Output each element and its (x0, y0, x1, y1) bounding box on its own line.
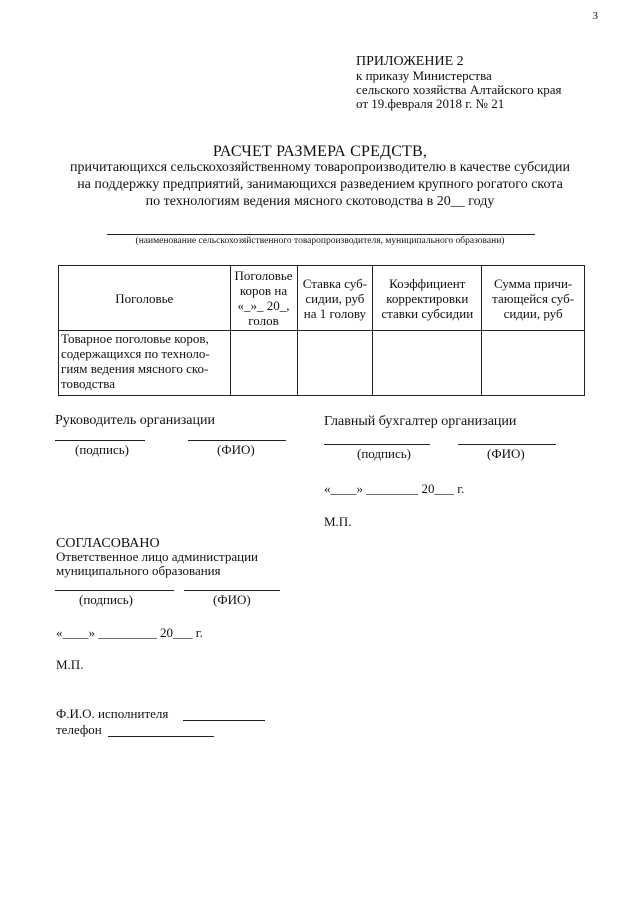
executor-name-line[interactable] (183, 720, 265, 721)
annex-line-2: сельского хозяйства Алтайского края (356, 82, 562, 97)
annex-line-3: от 19.февраля 2018 г. № 21 (356, 96, 505, 111)
approval-stamp: М.П. (56, 657, 84, 672)
header-amount (482, 266, 585, 331)
producer-caption: (наименование сельскохозяйственного товаропроизводителя, муниципального образовани) (135, 236, 505, 246)
subsidy-table (58, 265, 585, 396)
header-text: тающейся суб- (492, 290, 575, 306)
header-cow-count (230, 266, 297, 331)
header-text: Коэффициент (389, 275, 466, 291)
approval-signature-line[interactable] (55, 590, 174, 591)
annex-heading: ПРИЛОЖЕНИЕ 2 (356, 54, 464, 69)
table-row (59, 331, 585, 396)
document-subtitle (0, 159, 640, 210)
header-text: корректировки (386, 290, 469, 306)
cell-rate[interactable] (297, 331, 373, 396)
head-signature-caption: (подпись) (75, 442, 129, 457)
accountant-signature-caption: (подпись) (357, 446, 411, 461)
head-label: Руководитель организации (55, 413, 215, 428)
accountant-stamp: М.П. (324, 514, 352, 529)
header-text: на 1 голову (303, 305, 367, 321)
accountant-label: Главный бухгалтер организации (324, 414, 517, 429)
header-text: сидии, руб (503, 305, 563, 321)
row-label-cell (59, 331, 231, 396)
head-signature-line[interactable] (55, 440, 145, 441)
header-text: «_»_ 20_, (237, 298, 290, 313)
header-text: Поголовье (234, 268, 293, 283)
row-label-text: товодства (61, 376, 115, 391)
approval-heading: СОГЛАСОВАНО (56, 536, 160, 551)
subtitle-line-2: на поддержку предприятий, занимающихся разведением крупного рогатого скота (77, 177, 563, 192)
row-label-text: гиям ведения мясного ско- (61, 361, 209, 376)
accountant-fio-line[interactable] (458, 444, 556, 445)
header-livestock-text: Поголовье (115, 290, 174, 306)
table-header-row (59, 266, 585, 331)
accountant-date[interactable]: «____» ________ 20___ г. (324, 481, 465, 496)
approval-line-2: муниципального образования (56, 563, 221, 578)
row-label-text: Товарное поголовье коров, (61, 331, 209, 346)
document-title: РАСЧЕТ РАЗМЕРА СРЕДСТВ, (212, 143, 428, 160)
approval-fio-caption: (ФИО) (213, 592, 251, 607)
accountant-fio-caption: (ФИО) (487, 446, 525, 461)
approval-signature-caption: (подпись) (79, 592, 133, 607)
head-fio-line[interactable] (188, 440, 286, 441)
approval-date[interactable]: «____» _________ 20___ г. (56, 625, 203, 640)
annex-block (356, 55, 562, 111)
header-coefficient (373, 266, 482, 331)
executor-label: Ф.И.О. исполнителя (56, 706, 169, 721)
header-text: Сумма причи- (493, 275, 573, 291)
row-label-text: содержащихся по техноло- (61, 346, 210, 361)
header-text: ставки субсидии (381, 305, 474, 321)
header-livestock (59, 266, 231, 331)
subtitle-line-3: по технологиям ведения мясного скотоводства в 20__ году (145, 194, 495, 209)
producer-name-line[interactable] (107, 234, 535, 235)
header-text: сидии, руб (305, 290, 365, 306)
cell-cow-count[interactable] (230, 331, 297, 396)
phone-line[interactable] (108, 736, 214, 737)
cell-amount[interactable] (482, 331, 585, 396)
header-text: голов (248, 313, 279, 328)
head-fio-caption: (ФИО) (217, 442, 255, 457)
approval-line-1: Ответственное лицо администрации (56, 549, 259, 564)
subtitle-line-1: причитающихся сельскохозяйственному товаропроизводителю в качестве субсидии (70, 160, 570, 175)
approval-fio-line[interactable] (184, 590, 280, 591)
accountant-signature-line[interactable] (324, 444, 430, 445)
header-text: коров на (239, 283, 288, 298)
header-text: Ставка суб- (302, 275, 368, 291)
annex-line-1: к приказу Министерства (356, 68, 492, 83)
page-number: 3 (592, 10, 598, 22)
header-rate (297, 266, 373, 331)
cell-coefficient[interactable] (373, 331, 482, 396)
phone-label: телефон (56, 722, 102, 737)
